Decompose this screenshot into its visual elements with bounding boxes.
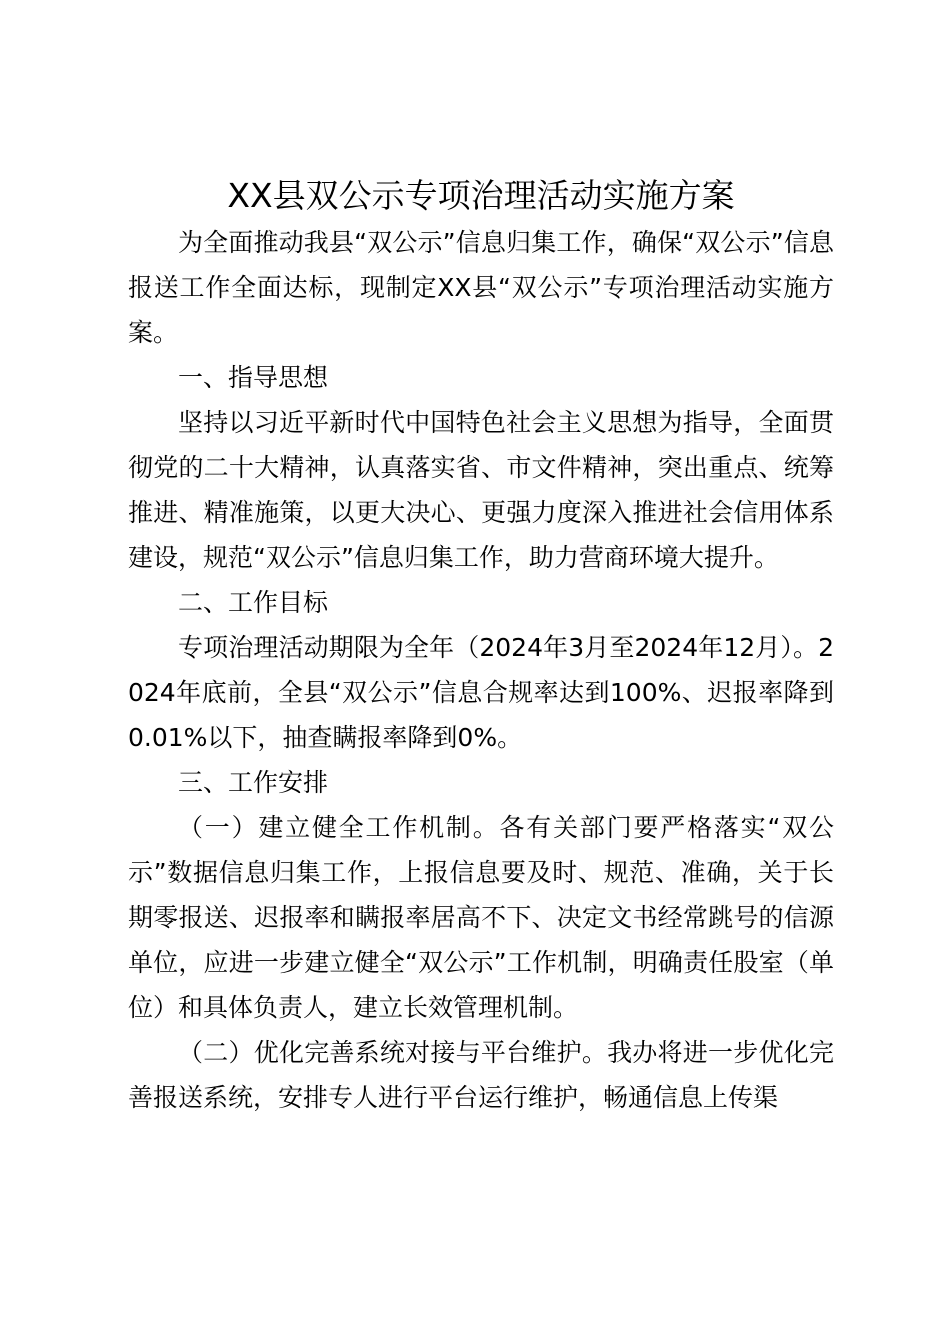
intro-paragraph: 为全面推动我县“双公示”信息归集工作，确保“双公示”信息报送工作全面达标，现制定XX县“双公示”专项治理活动实施方案。 bbox=[128, 228, 834, 347]
work-arrangement-paragraph-1: （一）建立健全工作机制。各有关部门要严格落实“双公示”数据信息归集工作，上报信息要及时、规范、准确，关于长期零报送、迟报率和瞒报率居高不下、决定文书经常跳号的信源单位，应进一步建立健全“双公示”工作机制，明确责任股室（单位）和具体负责人，建立长效管理机制。 bbox=[128, 813, 834, 1022]
section-heading-guiding-thought: 一、指导思想 bbox=[178, 363, 329, 392]
work-arrangement-paragraph-2: （二）优化完善系统对接与平台维护。我办将进一步优化完善报送系统，安排专人进行平台运行维护，畅通信息上传渠 bbox=[128, 1038, 834, 1112]
work-goal-paragraph: 专项治理活动期限为全年（2024年3月至2024年12月）。2024年底前，全县“双公示”信息合规率达到100%、迟报率降到0.01%以下，抽查瞒报率降到0%。 bbox=[128, 633, 834, 752]
section-heading-work-arrangement: 三、工作安排 bbox=[178, 768, 329, 797]
document-title: XX县双公示专项治理活动实施方案 bbox=[227, 176, 735, 215]
section-heading-work-goal: 二、工作目标 bbox=[178, 588, 329, 617]
guiding-thought-paragraph: 坚持以习近平新时代中国特色社会主义思想为指导，全面贯彻党的二十大精神，认真落实省、市文件精神，突出重点、统筹推进、精准施策，以更大决心、更强力度深入推进社会信用体系建设，规范“双公示”信息归集工作，助力营商环境大提升。 bbox=[128, 408, 834, 572]
document-page bbox=[128, 172, 834, 1120]
